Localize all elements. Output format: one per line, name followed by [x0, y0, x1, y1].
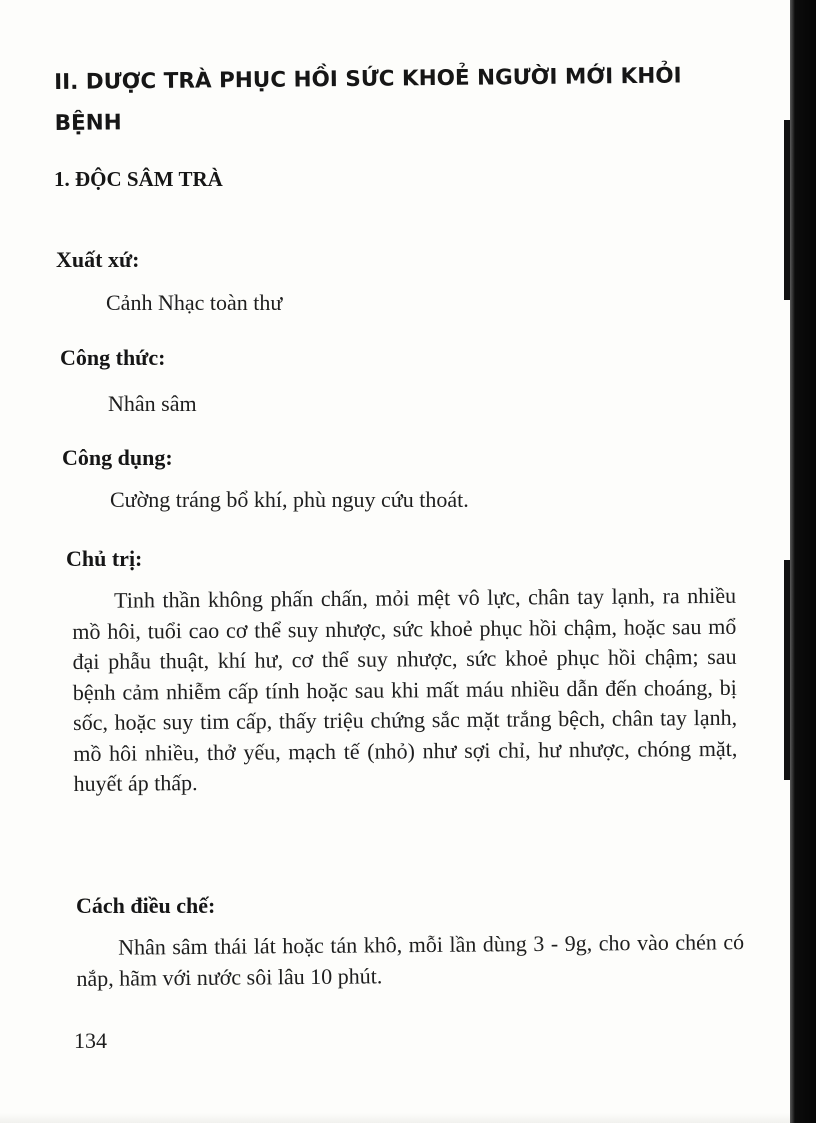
page-bottom-edge: [0, 1113, 790, 1123]
indication-label: Chủ trị:: [66, 546, 143, 571]
effect-label: Công dụng:: [62, 445, 173, 470]
recipe-title: 1. ĐỘC SÂM TRÀ: [54, 167, 223, 191]
page-number: 134: [74, 1028, 107, 1053]
origin-label: Xuất xứ:: [56, 247, 140, 272]
book-spine-edge: [790, 0, 816, 1123]
formula-text: Nhân sâm: [108, 391, 197, 416]
preparation-paragraph: Nhân sâm thái lát hoặc tán khô, mỗi lần dùng 3 - 9g, cho vào chén có nắp, hãm với nước sôi lâu 10 phút.: [76, 929, 745, 991]
preparation-label: Cách điều chế:: [76, 893, 216, 918]
origin-text: Cảnh Nhạc toàn thư: [106, 290, 283, 315]
effect-text: Cường tráng bổ khí, phù nguy cứu thoát.: [110, 487, 469, 512]
indication-paragraph: Tinh thần không phấn chấn, mỏi mệt vô lực, chân tay lạnh, ra nhiều mồ hôi, tuổi cao cơ thể suy nhược, sức khoẻ phục hồi chậm, hoặc sau mổ đại phẫu thuật, khí hư, cơ thể suy nhược, sức khoẻ phục hồi chậm; sau bệnh cảm nhiễm cấp tính hoặc sau khi mất máu nhiều dẫn đến choáng, bị sốc, hoặc suy tim cấp, thấy triệu chứng sắc mặt trắng bệch, chân tay lạnh, mồ hôi nhiều, thở yếu, mạch tế (nhỏ) như sợi chỉ, hư nhược, chóng mặt, huyết áp thấp.: [72, 582, 738, 796]
section-title: II. DƯỢC TRÀ PHỤC HỒI SỨC KHOẺ NGƯỜI MỚI KHỎI BỆNH: [54, 63, 682, 136]
formula-label: Công thức:: [60, 345, 166, 370]
